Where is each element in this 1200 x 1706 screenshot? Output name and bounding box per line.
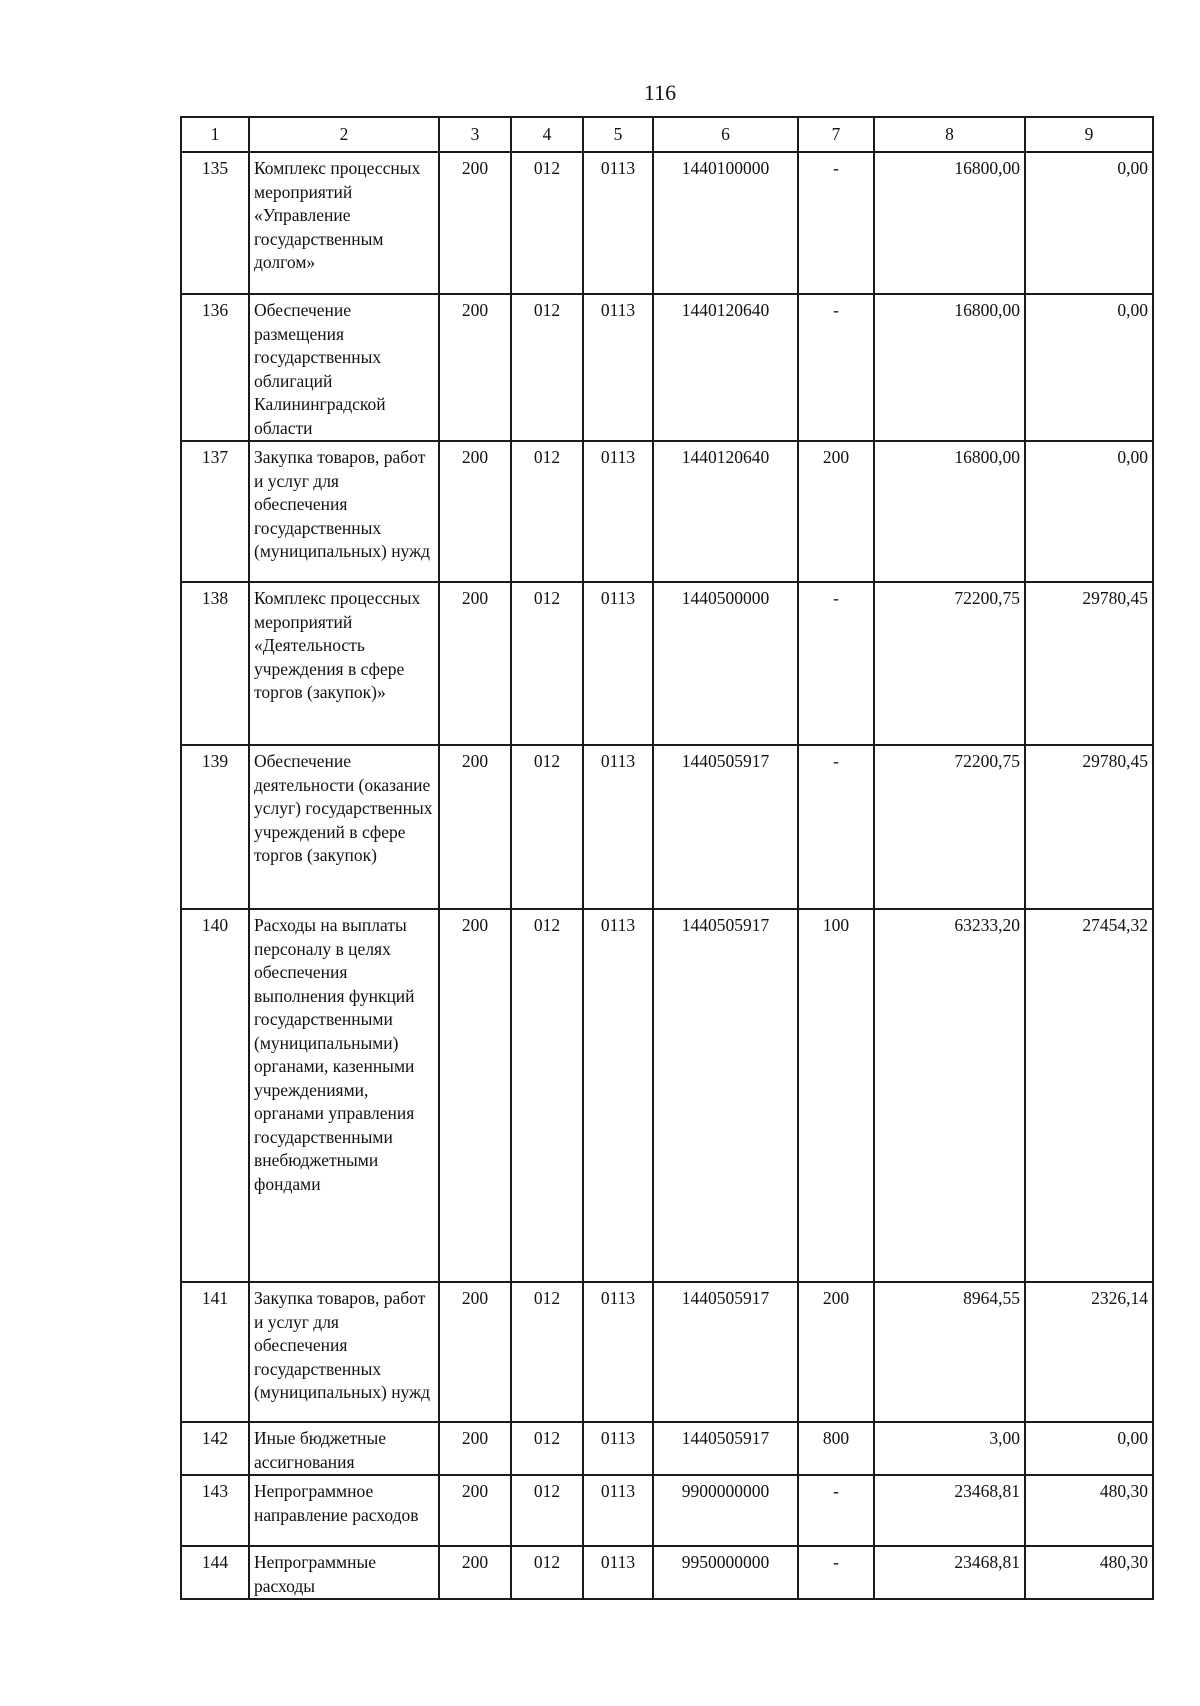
grbs-code: 200 <box>439 909 511 1282</box>
table-row <box>181 1475 1153 1546</box>
section-code: 012 <box>511 745 583 909</box>
target-article-code: 1440505917 <box>653 1422 798 1475</box>
grbs-code: 200 <box>439 441 511 582</box>
section-code: 012 <box>511 582 583 745</box>
amount-2: 0,00 <box>1025 294 1153 441</box>
expense-type-code: 800 <box>798 1422 874 1475</box>
expense-type-code: - <box>798 1475 874 1546</box>
expense-type-code: - <box>798 1546 874 1599</box>
expense-type-code: 200 <box>798 1282 874 1422</box>
section-code: 012 <box>511 909 583 1282</box>
expense-name: Расходы на выплаты персоналу в целях обеспечения выполнения функций государственными (муниципальными) органами, казенными учреждениями, органами управления государственными внебюджетными фондами <box>249 909 439 1282</box>
grbs-code: 200 <box>439 1475 511 1546</box>
col-header-2: 2 <box>249 117 439 152</box>
amount-1: 8964,55 <box>874 1282 1025 1422</box>
subsection-code: 0113 <box>583 1422 653 1475</box>
expense-type-code: 100 <box>798 909 874 1282</box>
table-row <box>181 1546 1153 1599</box>
row-number: 138 <box>181 582 249 745</box>
subsection-code: 0113 <box>583 909 653 1282</box>
expense-name: Непрограммное направление расходов <box>249 1475 439 1546</box>
subsection-code: 0113 <box>583 1475 653 1546</box>
table-row <box>181 582 1153 745</box>
expense-name: Закупка товаров, работ и услуг для обеспечения государственных (муниципальных) нужд <box>249 441 439 582</box>
table-row <box>181 441 1153 582</box>
table-row <box>181 1282 1153 1422</box>
grbs-code: 200 <box>439 152 511 294</box>
section-code: 012 <box>511 1282 583 1422</box>
subsection-code: 0113 <box>583 294 653 441</box>
table-body <box>181 152 1153 1599</box>
col-header-3: 3 <box>439 117 511 152</box>
table-row <box>181 152 1153 294</box>
col-header-9: 9 <box>1025 117 1153 152</box>
amount-1: 72200,75 <box>874 582 1025 745</box>
expense-type-code: - <box>798 582 874 745</box>
col-header-1: 1 <box>181 117 249 152</box>
row-number: 144 <box>181 1546 249 1599</box>
expense-name: Иные бюджетные ассигнования <box>249 1422 439 1475</box>
table-header <box>181 117 1153 152</box>
subsection-code: 0113 <box>583 745 653 909</box>
grbs-code: 200 <box>439 582 511 745</box>
table-row <box>181 294 1153 441</box>
table-row <box>181 745 1153 909</box>
page-number: 116 <box>643 80 677 105</box>
section-code: 012 <box>511 1546 583 1599</box>
header-row <box>181 117 1153 152</box>
grbs-code: 200 <box>439 1422 511 1475</box>
grbs-code: 200 <box>439 745 511 909</box>
amount-2: 27454,32 <box>1025 909 1153 1282</box>
row-number: 141 <box>181 1282 249 1422</box>
target-article-code: 1440120640 <box>653 294 798 441</box>
section-code: 012 <box>511 1475 583 1546</box>
section-code: 012 <box>511 152 583 294</box>
target-article-code: 1440100000 <box>653 152 798 294</box>
amount-1: 3,00 <box>874 1422 1025 1475</box>
subsection-code: 0113 <box>583 1282 653 1422</box>
amount-1: 16800,00 <box>874 441 1025 582</box>
row-number: 139 <box>181 745 249 909</box>
expense-name: Обеспечение размещения государственных облигаций Калининградской области <box>249 294 439 441</box>
subsection-code: 0113 <box>583 582 653 745</box>
amount-2: 0,00 <box>1025 152 1153 294</box>
expense-name: Комплекс процессных мероприятий «Управление государственным долгом» <box>249 152 439 294</box>
row-number: 143 <box>181 1475 249 1546</box>
amount-2: 0,00 <box>1025 1422 1153 1475</box>
row-number: 140 <box>181 909 249 1282</box>
row-number: 135 <box>181 152 249 294</box>
subsection-code: 0113 <box>583 1546 653 1599</box>
amount-1: 23468,81 <box>874 1475 1025 1546</box>
target-article-code: 1440120640 <box>653 441 798 582</box>
row-number: 136 <box>181 294 249 441</box>
row-number: 142 <box>181 1422 249 1475</box>
expense-type-code: - <box>798 745 874 909</box>
amount-2: 480,30 <box>1025 1475 1153 1546</box>
col-header-8: 8 <box>874 117 1025 152</box>
amount-1: 16800,00 <box>874 294 1025 441</box>
grbs-code: 200 <box>439 1282 511 1422</box>
amount-2: 29780,45 <box>1025 745 1153 909</box>
col-header-6: 6 <box>653 117 798 152</box>
expense-name: Непрограммные расходы <box>249 1546 439 1599</box>
target-article-code: 1440505917 <box>653 909 798 1282</box>
row-number: 137 <box>181 441 249 582</box>
table-row <box>181 1422 1153 1475</box>
expense-type-code: - <box>798 152 874 294</box>
grbs-code: 200 <box>439 1546 511 1599</box>
section-code: 012 <box>511 441 583 582</box>
section-code: 012 <box>511 294 583 441</box>
col-header-7: 7 <box>798 117 874 152</box>
section-code: 012 <box>511 1422 583 1475</box>
amount-1: 23468,81 <box>874 1546 1025 1599</box>
expense-name: Обеспечение деятельности (оказание услуг) государственных учреждений в сфере торгов (закупок) <box>249 745 439 909</box>
target-article-code: 1440505917 <box>653 745 798 909</box>
amount-2: 0,00 <box>1025 441 1153 582</box>
amount-1: 63233,20 <box>874 909 1025 1282</box>
target-article-code: 9900000000 <box>653 1475 798 1546</box>
amount-2: 480,30 <box>1025 1546 1153 1599</box>
table-row <box>181 909 1153 1282</box>
expense-type-code: - <box>798 294 874 441</box>
subsection-code: 0113 <box>583 441 653 582</box>
target-article-code: 1440505917 <box>653 1282 798 1422</box>
amount-1: 72200,75 <box>874 745 1025 909</box>
col-header-4: 4 <box>511 117 583 152</box>
col-header-5: 5 <box>583 117 653 152</box>
amount-1: 16800,00 <box>874 152 1025 294</box>
grbs-code: 200 <box>439 294 511 441</box>
subsection-code: 0113 <box>583 152 653 294</box>
amount-2: 2326,14 <box>1025 1282 1153 1422</box>
target-article-code: 1440500000 <box>653 582 798 745</box>
budget-table <box>180 116 1154 1600</box>
target-article-code: 9950000000 <box>653 1546 798 1599</box>
expense-type-code: 200 <box>798 441 874 582</box>
expense-name: Закупка товаров, работ и услуг для обеспечения государственных (муниципальных) нужд <box>249 1282 439 1422</box>
expense-name: Комплекс процессных мероприятий «Деятельность учреждения в сфере торгов (закупок)» <box>249 582 439 745</box>
amount-2: 29780,45 <box>1025 582 1153 745</box>
